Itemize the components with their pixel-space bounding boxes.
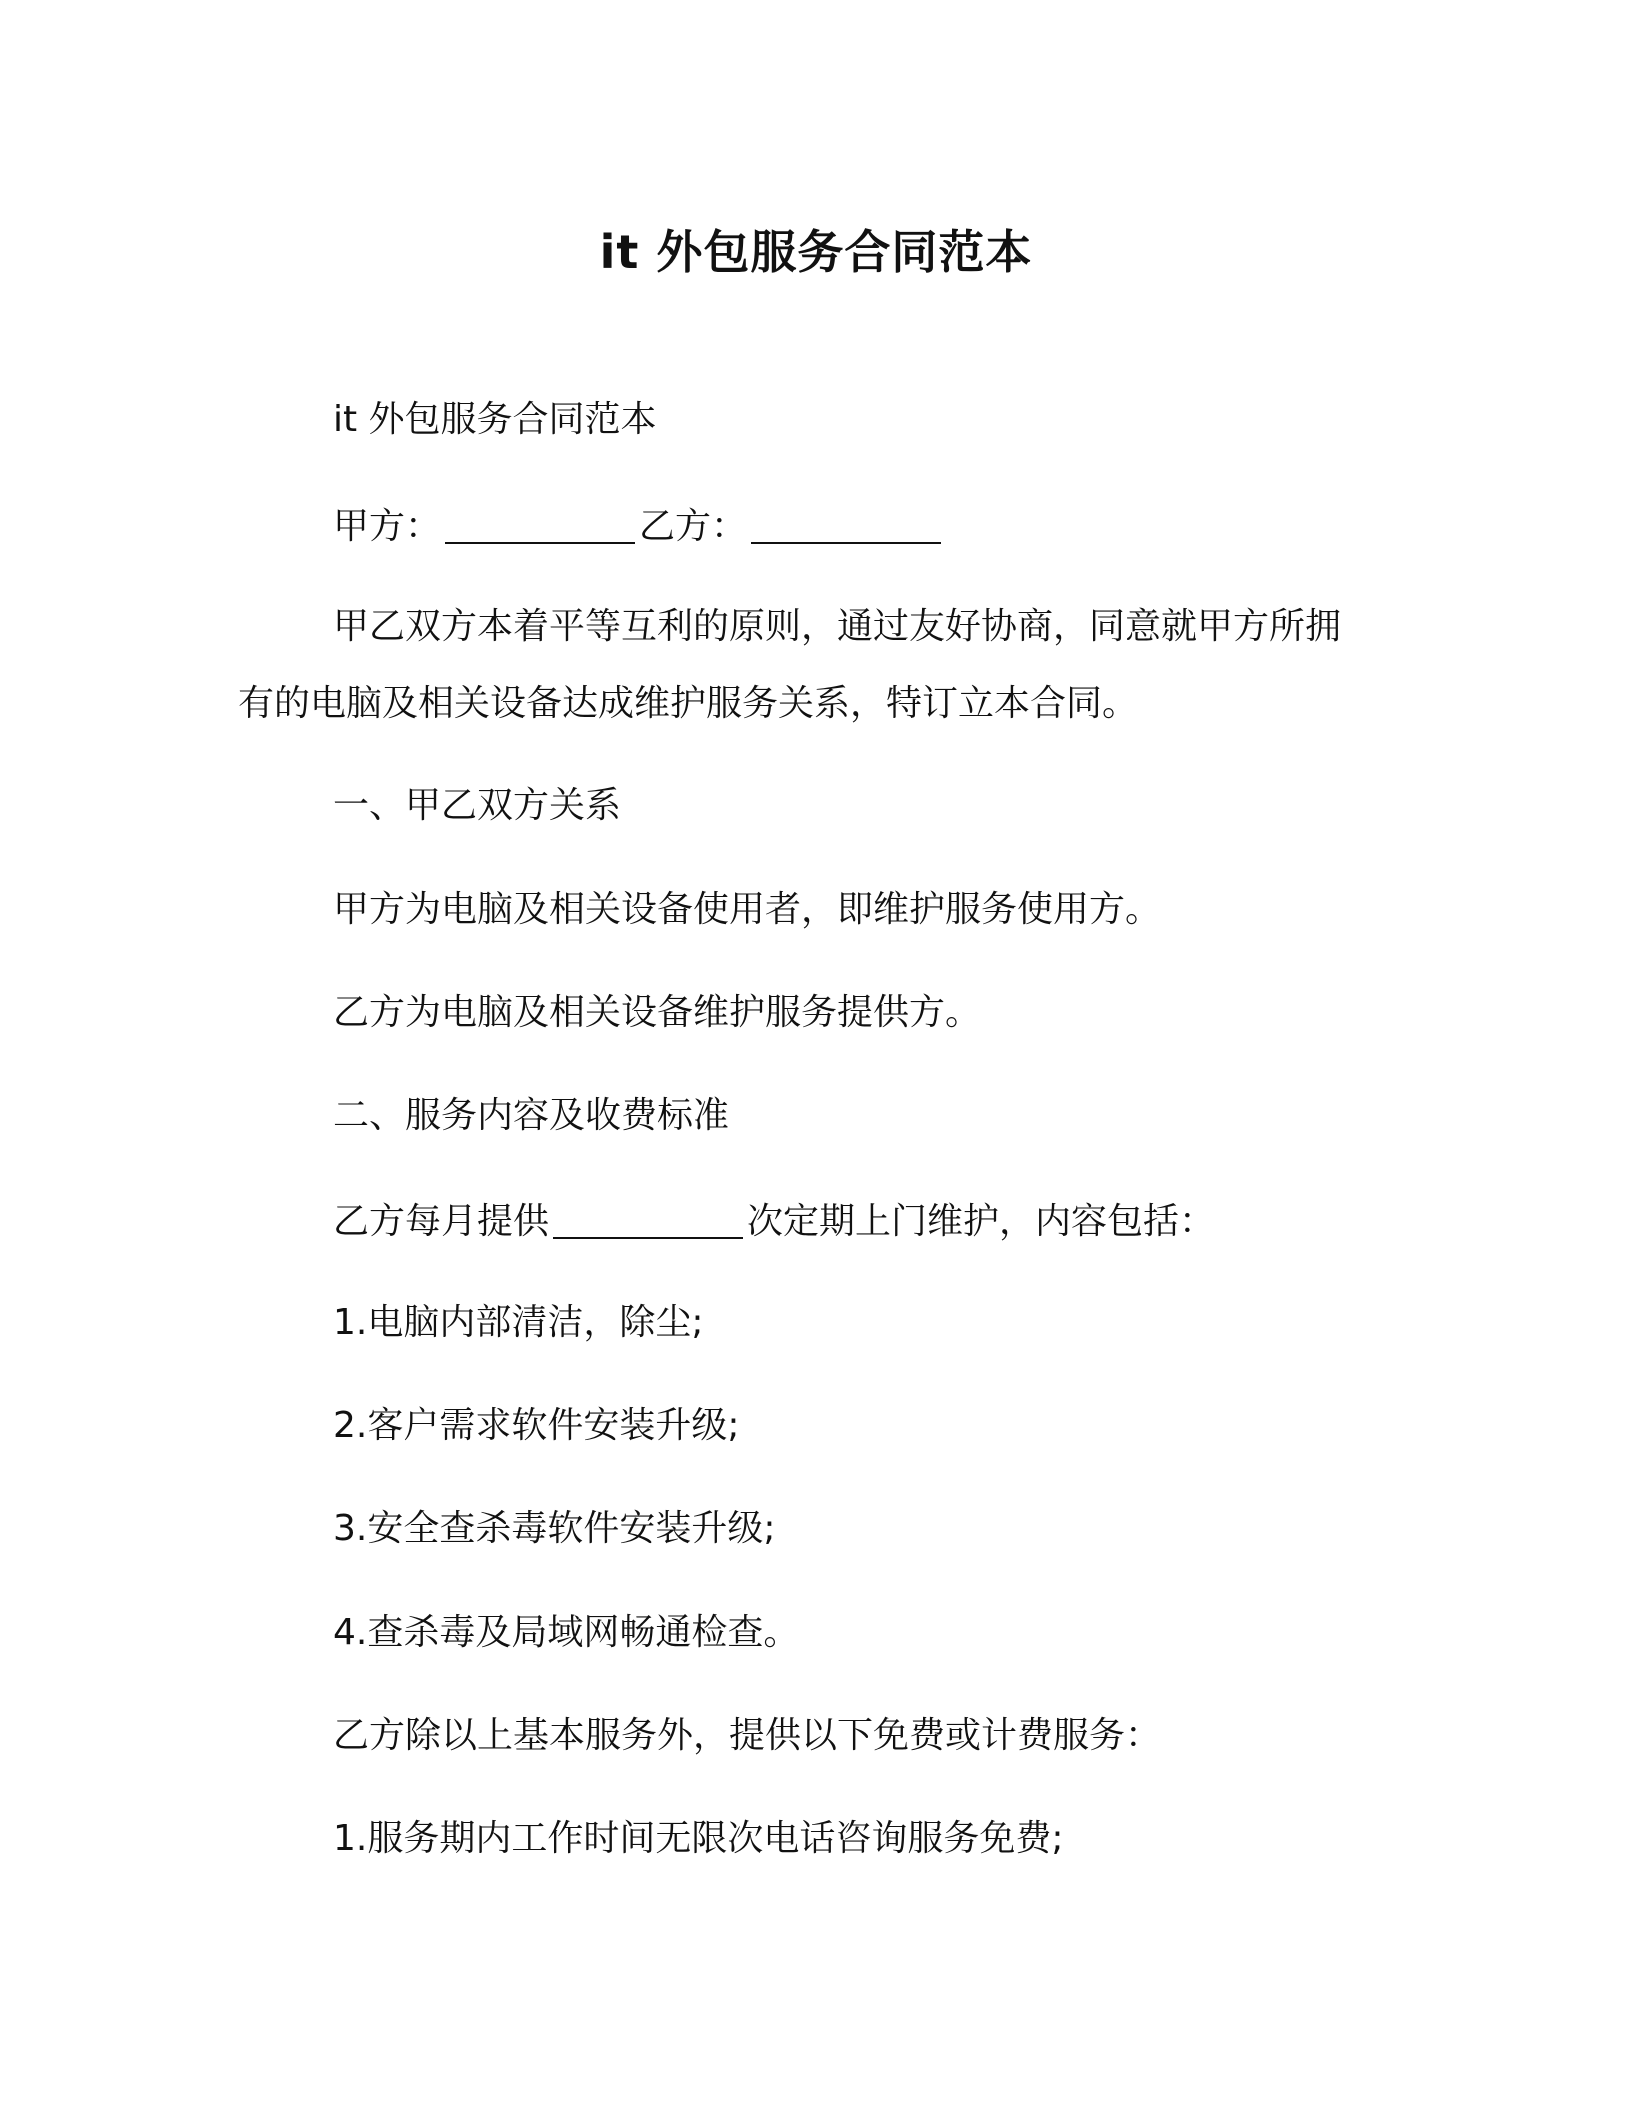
section1-heading: 一、甲乙双方关系 <box>333 785 622 826</box>
section2-intro-before: 乙方每月提供 <box>333 1201 550 1242</box>
section1-paragraph-1: 甲方为电脑及相关设备使用者，即维护服务使用方。 <box>333 889 1162 930</box>
party-a-blank <box>445 506 635 544</box>
intro-paragraph-line2: 有的电脑及相关设备达成维护服务关系，特订立本合同。 <box>238 683 1139 724</box>
list-item: 4.查杀毒及局域网畅通检查。 <box>333 1612 800 1653</box>
document-subtitle: it 外包服务合同范本 <box>333 399 657 440</box>
document-title: it 外包服务合同范本 <box>599 225 1033 279</box>
party-b-blank <box>751 506 941 544</box>
visits-count-blank <box>553 1201 743 1239</box>
extra-service-item: 1.服务期内工作时间无限次电话咨询服务免费; <box>333 1818 1064 1859</box>
section2-heading: 二、服务内容及收费标准 <box>333 1095 730 1136</box>
section2-intro-after: 次定期上门维护，内容包括： <box>747 1201 1216 1242</box>
list-item: 1.电脑内部清洁，除尘; <box>333 1302 704 1343</box>
list-item: 2.客户需求软件安装升级; <box>333 1405 740 1446</box>
intro-paragraph-line1: 甲乙双方本着平等互利的原则，通过友好协商，同意就甲方所拥 <box>333 606 1342 647</box>
extra-services-intro: 乙方除以上基本服务外，提供以下免费或计费服务： <box>333 1715 1162 1756</box>
party-a-label: 甲方： <box>333 506 442 547</box>
parties-line <box>333 500 945 551</box>
section2-intro <box>333 1195 1215 1246</box>
list-item: 3.安全查杀毒软件安装升级; <box>333 1508 776 1549</box>
party-b-label: 乙方： <box>639 506 748 547</box>
section1-paragraph-2: 乙方为电脑及相关设备维护服务提供方。 <box>333 992 982 1033</box>
